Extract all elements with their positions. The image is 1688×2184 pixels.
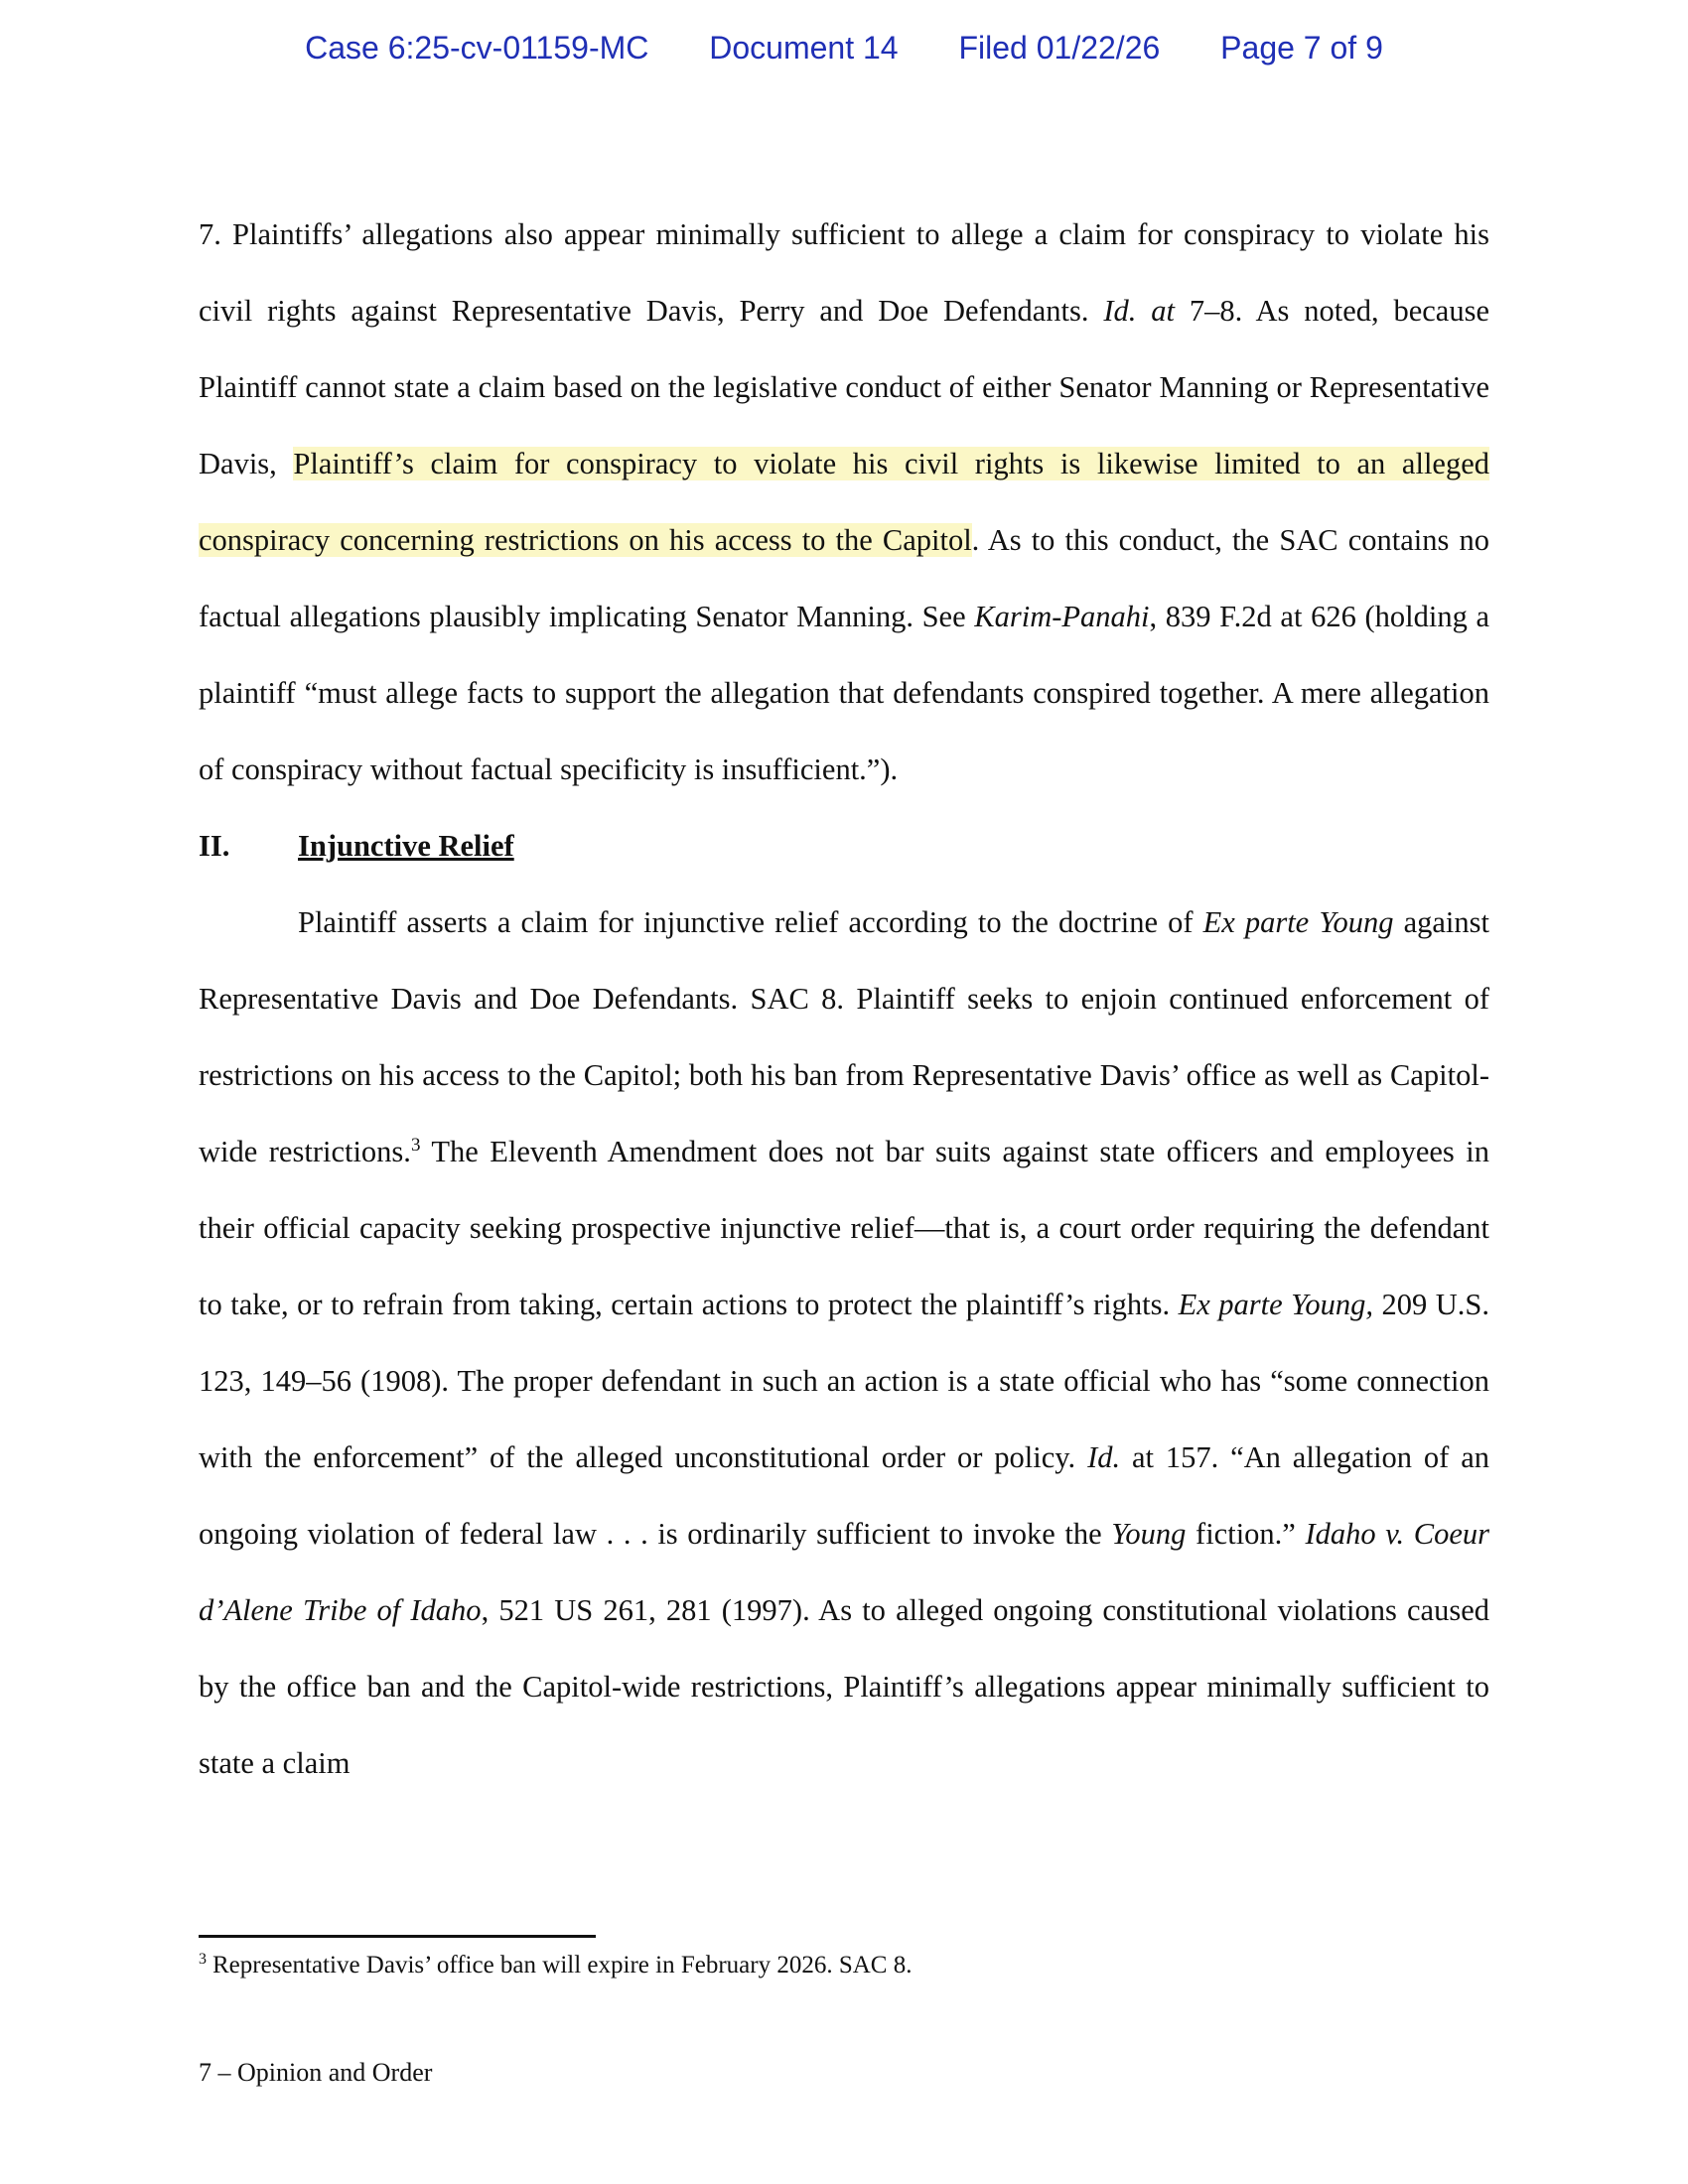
document-number: Document 14	[709, 30, 899, 66]
text-run: Plaintiff asserts a claim for injunctive relief according to the doctrine of	[298, 905, 1203, 939]
footnote-number: 3	[199, 1950, 207, 1968]
case-header	[0, 30, 1688, 67]
case-number: Case 6:25-cv-01159-MC	[305, 30, 649, 66]
section-number: II.	[199, 829, 230, 863]
filed-date: Filed 01/22/26	[958, 30, 1161, 66]
text-run: against Representative Davis and Doe Defendants. SAC 8. Plaintiff seeks to enjoin continued enforcement of restrictions on his access to the Capitol; both his ban from Representative Davis’ office as well as Capitol-wide restrictions.	[199, 905, 1489, 1168]
paragraph-conspiracy	[199, 197, 1489, 808]
case-name-italic: Ex parte Young,	[1178, 1288, 1373, 1321]
text-run: , 839 F.2d at 626 (holding a plaintiff “must allege facts to support the allegation that defendants conspired together. A mere allegation of conspiracy without factual specificity is insufficient.”).	[199, 600, 1489, 786]
text-run: at 157. “An allegation of an ongoing violation of federal law . . . is ordinarily sufficient to invoke the	[199, 1440, 1489, 1551]
page-footer: 7 – Opinion and Order	[199, 2058, 433, 2087]
section-title: Injunctive Relief	[298, 829, 514, 863]
footnote-divider	[199, 1935, 596, 1938]
page-indicator: Page 7 of 9	[1220, 30, 1383, 66]
case-name-italic: Idaho v. Coeur d’Alene Tribe of Idaho	[199, 1517, 1489, 1627]
footnote	[199, 1952, 912, 1979]
citation-italic: Id. at	[1103, 294, 1176, 328]
paragraph-injunctive-relief	[199, 885, 1489, 1802]
case-name-italic: Ex parte Young	[1202, 905, 1394, 939]
citation-italic: Id.	[1087, 1440, 1121, 1474]
case-name-italic: Young	[1111, 1517, 1187, 1551]
text-run: , 521 US 261, 281 (1997). As to alleged ongoing constitutional violations caused by the office ban and the Capitol-wide restrictions, Plaintiff’s allegations appear minimally sufficient to state a claim	[199, 1593, 1489, 1780]
section-heading	[199, 808, 1489, 885]
footnote-reference[interactable]: 3	[410, 1134, 421, 1156]
footnote-text: Representative Davis’ office ban will expire in February 2026. SAC 8.	[212, 1952, 913, 1979]
text-run: The Eleventh Amendment does not bar suits against state officers and employees in their official capacity seeking prospective injunctive relief—that is, a court order requiring the defendant to take, or to refrain from taking, certain actions to protect the plaintiff’s rights.	[199, 1135, 1490, 1321]
text-run: . As to this conduct, the SAC contains no factual allegations plausibly implicating Senator Manning. See	[199, 523, 1489, 633]
case-name-italic: Karim-Panahi	[974, 600, 1150, 633]
document-body	[199, 197, 1489, 1802]
text-run: 209 U.S. 123, 149–56 (1908). The proper defendant in such an action is a state official who has “some connection with the enforcement” of the alleged unconstitutional order or policy.	[199, 1288, 1489, 1474]
text-run: 7. Plaintiffs’ allegations also appear minimally sufficient to allege a claim for conspiracy to violate his civil rights against Representative Davis, Perry and Doe Defendants.	[199, 217, 1489, 328]
text-run: 7–8. As noted, because Plaintiff cannot state a claim based on the legislative conduct of either Senator Manning or Representative Davis,	[199, 294, 1489, 480]
text-run: fiction.”	[1186, 1517, 1306, 1551]
highlighted-text: Plaintiff’s claim for conspiracy to violate his civil rights is likewise limited to an alleged conspiracy concerning restrictions on his access to the Capitol	[199, 447, 1489, 557]
